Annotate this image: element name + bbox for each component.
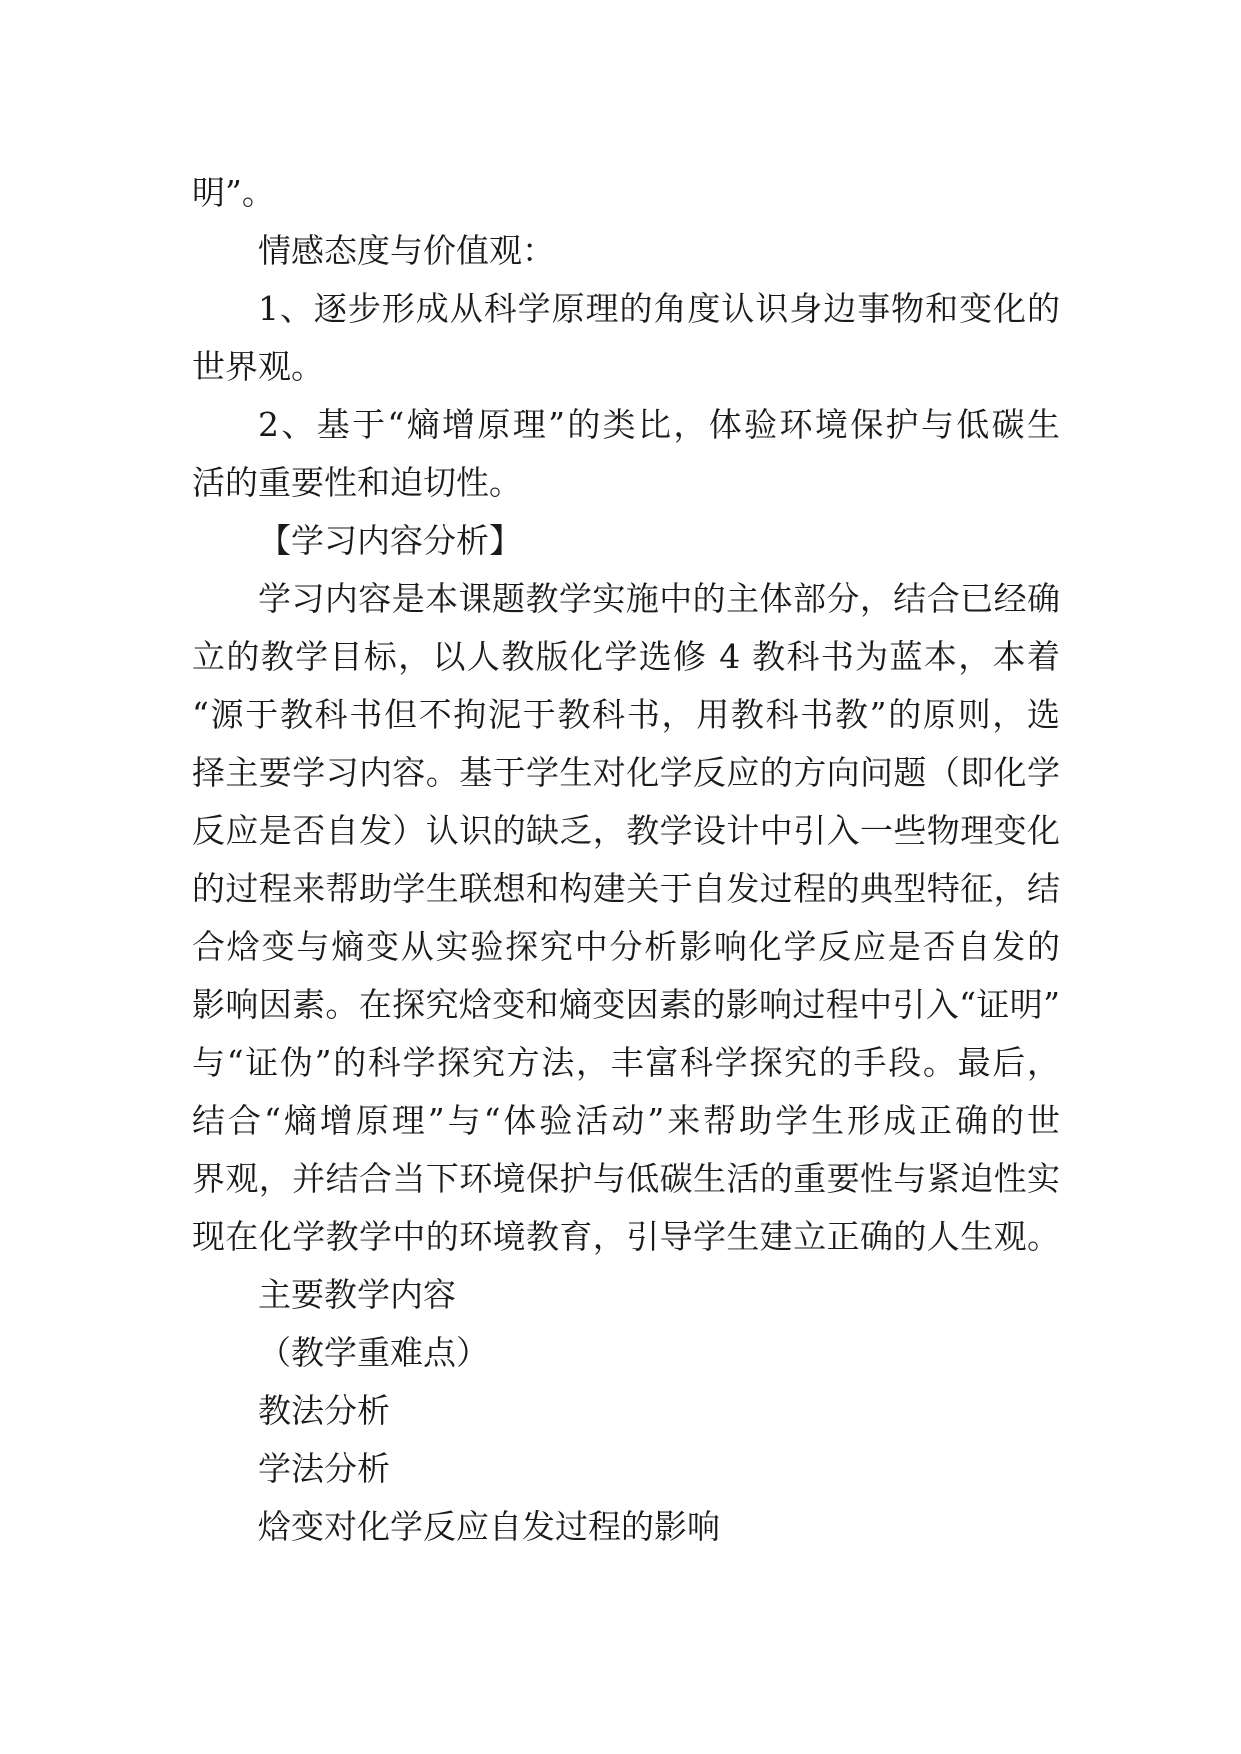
- paragraph-line-13: 的过程来帮助学生联想和构建关于自发过程的典型特征，结: [192, 869, 1060, 908]
- paragraph-line-16: 与“证伪”的科学探究方法，丰富科学探究的手段。最后，: [192, 1043, 1060, 1082]
- paragraph-line-6: 活的重要性和迫切性。: [192, 463, 522, 502]
- paragraph-line-10: “源于教科书但不拘泥于教科书，用教科书教”的原则，选: [192, 695, 1060, 734]
- section-heading-content-analysis: 【学习内容分析】: [258, 521, 522, 560]
- heading-enthalpy-effect: 焓变对化学反应自发过程的影响: [258, 1507, 720, 1546]
- paragraph-line-4: 世界观。: [192, 347, 324, 386]
- heading-affect-attitude-values: 情感态度与价值观：: [258, 231, 555, 270]
- paragraph-line-19: 现在化学教学中的环境教育，引导学生建立正确的人生观。: [192, 1217, 1060, 1256]
- paragraph-line-3: 1、逐步形成从科学原理的角度认识身边事物和变化的: [258, 289, 1060, 328]
- paragraph-line-18: 界观，并结合当下环境保护与低碳生活的重要性与紧迫性实: [192, 1159, 1060, 1198]
- paragraph-line-14: 合焓变与熵变从实验探究中分析影响化学反应是否自发的: [192, 927, 1060, 966]
- paragraph-line-1: 明”。: [192, 173, 275, 212]
- paragraph-line-15: 影响因素。在探究焓变和熵变因素的影响过程中引入“证明”: [192, 985, 1060, 1024]
- paragraph-line-8: 学习内容是本课题教学实施中的主体部分，结合已经确: [258, 579, 1060, 618]
- heading-key-difficult-points: （教学重难点）: [258, 1333, 489, 1372]
- heading-main-teaching-content: 主要教学内容: [258, 1275, 456, 1314]
- document-page: [192, 164, 1060, 1556]
- heading-teaching-method-analysis: 教法分析: [258, 1391, 390, 1430]
- paragraph-line-17: 结合“熵增原理”与“体验活动”来帮助学生形成正确的世: [192, 1101, 1060, 1140]
- paragraph-line-12: 反应是否自发）认识的缺乏，教学设计中引入一些物理变化: [192, 811, 1060, 850]
- paragraph-line-9: 立的教学目标，以人教版化学选修 4 教科书为蓝本，本着: [192, 637, 1060, 676]
- paragraph-line-5: 2、基于“熵增原理”的类比，体验环境保护与低碳生: [258, 405, 1060, 444]
- paragraph-line-11: 择主要学习内容。基于学生对化学反应的方向问题（即化学: [192, 753, 1060, 792]
- heading-learning-method-analysis: 学法分析: [258, 1449, 390, 1488]
